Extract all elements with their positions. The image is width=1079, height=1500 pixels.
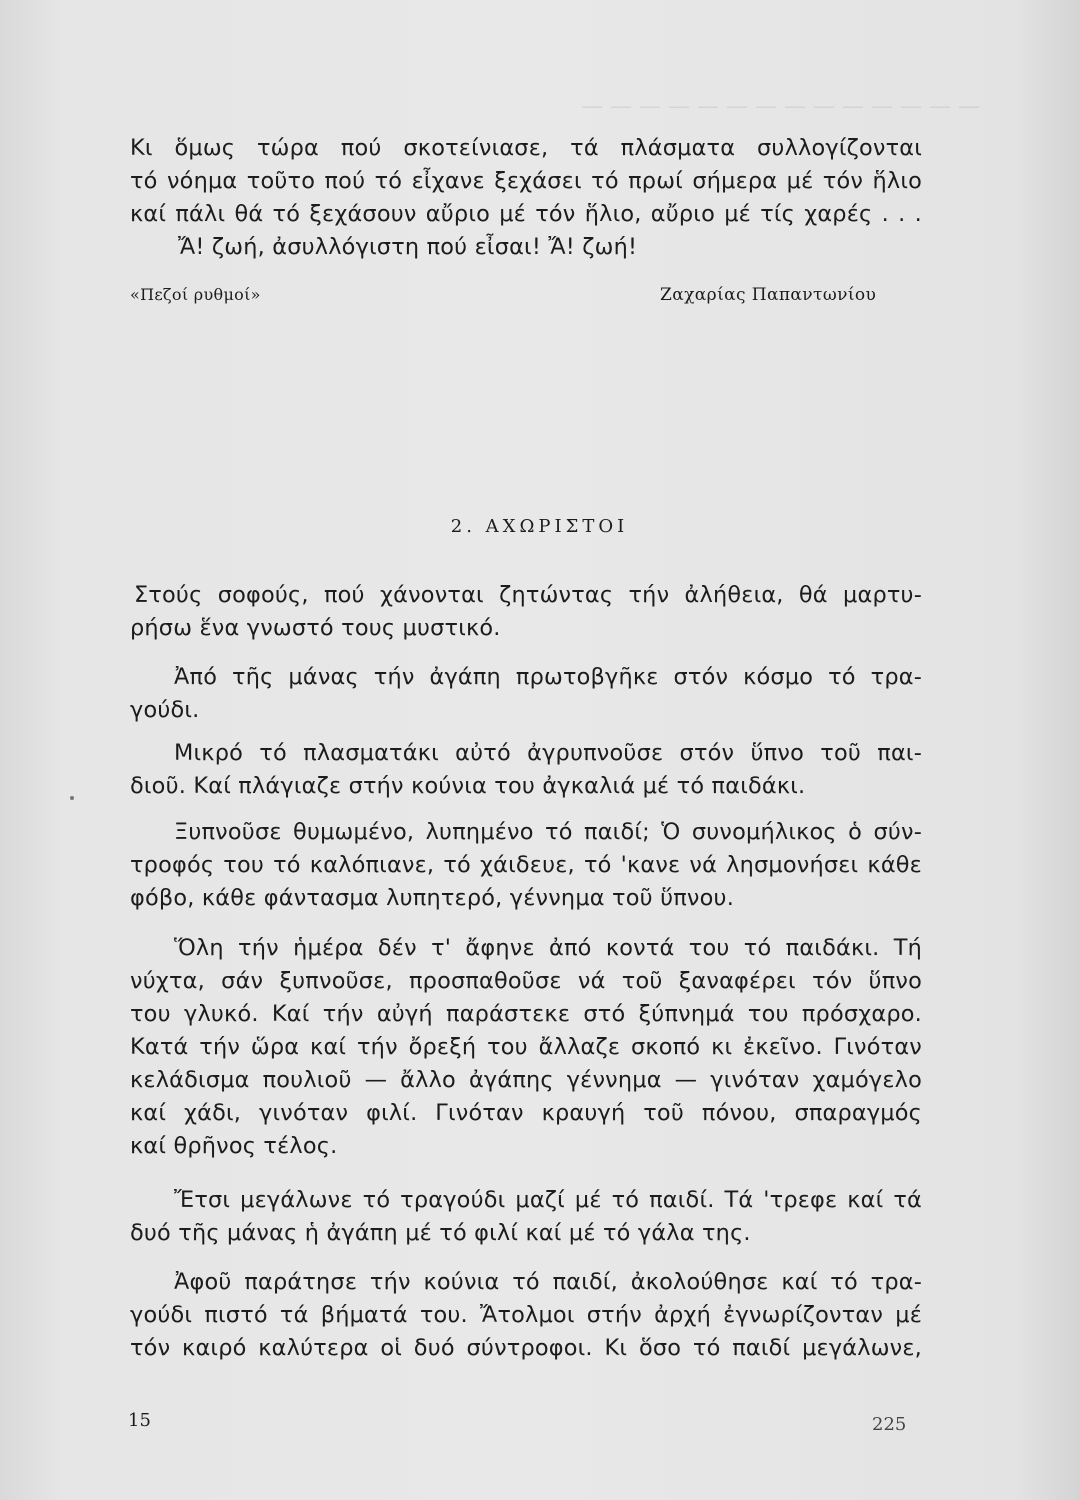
paragraph-4 xyxy=(130,816,922,915)
paragraph-2 xyxy=(130,661,922,727)
text-line: γούδι. xyxy=(130,697,200,723)
text-line: Στούς σοφούς, πού χάνονται ζητώντας τήν ἀλήθεια, θά μαρτυ- xyxy=(134,582,922,608)
text-line: δυό τῆς μάνας ἡ ἀγάπη μέ τό φιλί καί μέ τό γάλα της. xyxy=(130,1220,751,1246)
top-paragraph xyxy=(130,132,922,264)
text-line: διοῦ. Καί πλάγιαζε στήν κούνια του ἀγκαλιά μέ τό παιδάκι. xyxy=(130,773,806,799)
show-through-texture: — — — — — — — — — — — — — — xyxy=(581,94,980,119)
text-line: φόβο, κάθε φάντασμα λυπητερό, γέννημα τοῦ ὕπνου. xyxy=(130,885,735,911)
text-line: Ἀφοῦ παράτησε τήν κούνια τό παιδί, ἀκολούθησε καί τό τρα- xyxy=(174,1269,922,1295)
text-line: τό νόημα τοῦτο πού τό εἶχανε ξεχάσει τό πρωί σήμερα μέ τόν ἥλιο xyxy=(130,168,922,194)
signature-mark: 15 xyxy=(128,1410,151,1431)
paragraph-6 xyxy=(130,1184,922,1250)
text-line: τόν καιρό καλύτερα οἱ δυό σύντροφοι. Κι ὅσο τό παιδί μεγάλωνε, xyxy=(130,1335,922,1361)
text-line: Μικρό τό πλασματάκι αὐτό ἀγρυπνοῦσε στόν ὕπνο τοῦ παι- xyxy=(174,740,922,766)
text-line: κελάδισμα πουλιοῦ — ἄλλο ἀγάπης γέννημα — γινόταν χαμόγελο xyxy=(130,1067,922,1093)
text-line: γούδι πιστό τά βήματά του. Ἄτολμοι στήν ἀρχή ἐγνωρίζονταν μέ xyxy=(130,1302,922,1328)
text-line: Κι ὅμως τώρα πού σκοτείνιασε, τά πλάσματα συλλογίζονται xyxy=(130,135,922,161)
paragraph-3 xyxy=(130,737,922,803)
text-line: Ὅλη τήν ἡμέρα δέν τ' ἄφηνε ἀπό κοντά του τό παιδάκι. Τή xyxy=(174,935,922,961)
source-author: Ζαχαρίας Παπαντωνίου xyxy=(660,285,877,305)
paragraph-1 xyxy=(130,579,922,645)
text-line: του γλυκό. Καί τήν αὐγή παράστεκε στό ξύπνημά του πρόσχαρο. xyxy=(130,1001,922,1027)
paragraph-5 xyxy=(130,932,922,1163)
text-line: νύχτα, σάν ξυπνοῦσε, προσπαθοῦσε νά τοῦ ξαναφέρει τόν ὕπνο xyxy=(130,968,922,994)
text-line: τροφός του τό καλόπιανε, τό χάιδευε, τό 'κανε νά λησμονήσει κάθε xyxy=(130,852,922,878)
text-line: καί χάδι, γινόταν φιλί. Γινόταν κραυγή τοῦ πόνου, σπαραγμός xyxy=(130,1100,922,1126)
text-line: καί πάλι θά τό ξεχάσουν αὔριο μέ τόν ἥλιο, αὔριο μέ τίς χαρές . . . xyxy=(130,201,922,227)
text-line: καί θρῆνος τέλος. xyxy=(130,1133,338,1159)
text-line: ρήσω ἕνα γνωστό τους μυστικό. xyxy=(130,615,501,641)
section-heading: 2. ΑΧΩΡΙΣΤΟΙ xyxy=(450,516,629,537)
source-book: «Πεζοί ρυθμοί» xyxy=(130,285,261,304)
text-line: Ἀπό τῆς μάνας τήν ἀγάπη πρωτοβγῆκε στόν κόσμο τό τρα- xyxy=(174,664,922,690)
page-number: 225 xyxy=(872,1414,907,1435)
ink-speck xyxy=(70,796,74,800)
text-line: Ξυπνοῦσε θυμωμένο, λυπημένο τό παιδί; Ὁ συνομήλικος ὁ σύν- xyxy=(174,819,922,845)
text-line: Κατά τήν ὥρα καί τήν ὄρεξή του ἄλλαζε σκοπό κι ἐκεῖνο. Γινόταν xyxy=(130,1034,922,1060)
text-line: Ἄ! ζωή, ἀσυλλόγιστη πού εἶσαι! Ἄ! ζωή! xyxy=(178,234,638,260)
text-line: Ἔτσι μεγάλωνε τό τραγούδι μαζί μέ τό παιδί. Τά 'τρεφε καί τά xyxy=(174,1187,922,1213)
paragraph-7 xyxy=(130,1266,922,1365)
